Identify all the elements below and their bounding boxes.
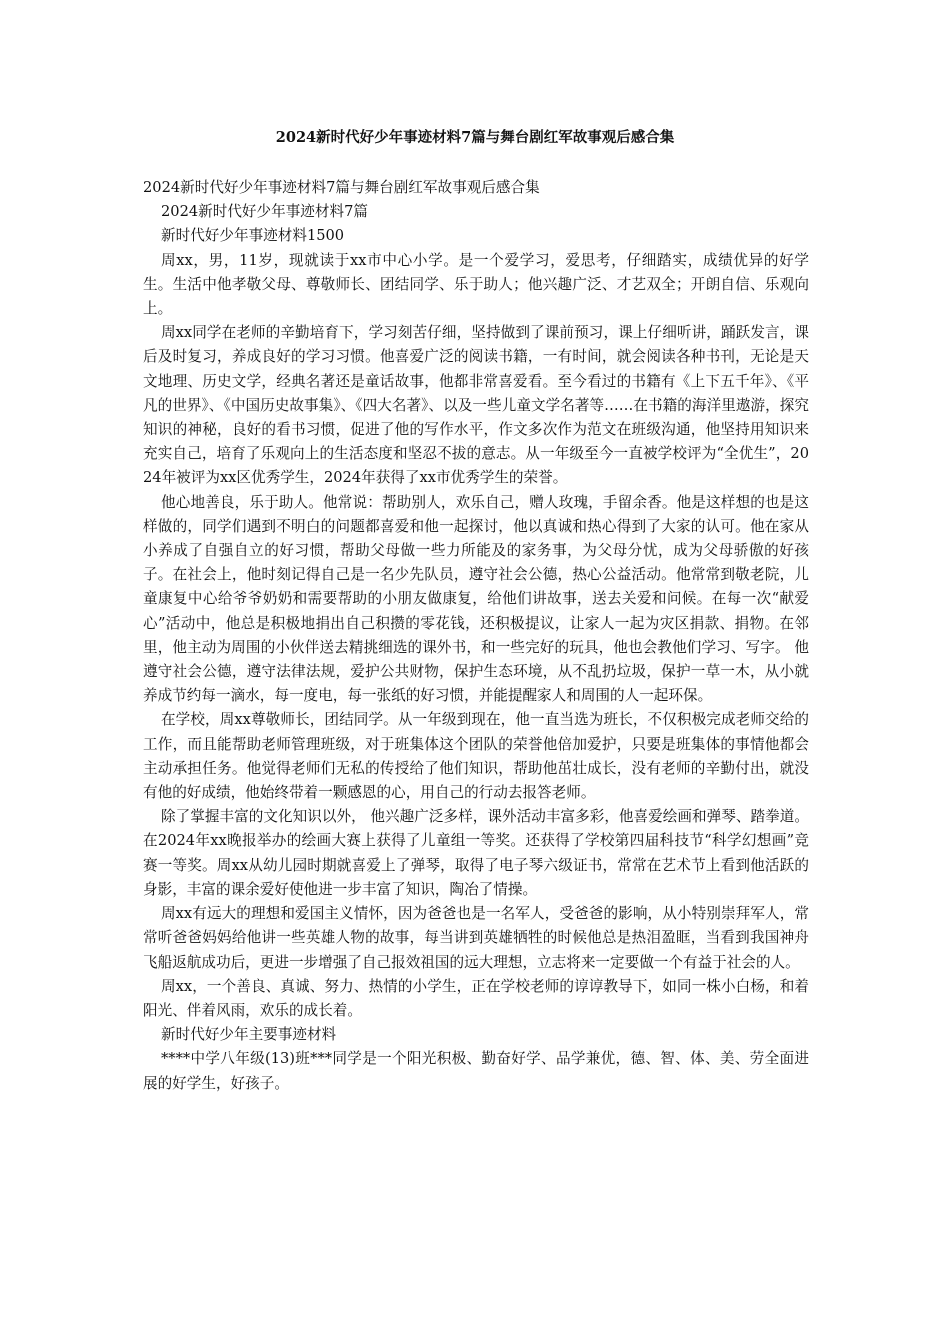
paragraph-5: 除了掌握丰富的文化知识以外， 他兴趣广泛多样，课外活动丰富多彩，他喜爱绘画和弹琴、踏拳道。在2024年xx晚报举办的绘画大赛上获得了儿童组一等奖。还获得了学校第四届科技节“科学幻想画”竞赛一等奖。周xx从幼儿园时期就喜爱上了弹琴，取得了电子琴六级证书，常常在艺术节上看到他活跃的身影，丰富的课余爱好使他进一步丰富了知识，陶冶了情操。 xyxy=(143,808,809,898)
collection-title-line: 2024新时代好少年事迹材料7篇与舞台剧红军故事观后感合集 xyxy=(143,179,540,196)
document-title: 2024新时代好少年事迹材料7篇与舞台剧红军故事观后感合集 xyxy=(275,129,675,146)
section-title-line: 新时代好少年事迹材料1500 xyxy=(161,227,345,245)
paragraph-4: 在学校，周xx尊敬师长，团结同学。从一年级到现在，他一直当选为班长，不仅积极完成老师交给的工作，而且能帮助老师管理班级，对于班集体这个团队的荣誉他倍加爱护，只要是班集体的事情他都会主动承担任务。他觉得老师们无私的传授给了他们知识，帮助他茁壮成长，没有老师的辛勤付出，就没有他的好成绩，他始终带着一颗感恩的心，用自己的行动去报答老师。 xyxy=(143,711,809,802)
paragraph-1: 周xx，男，11岁，现就读于xx市中心小学。是一个爱学习，爱思考，仔细踏实，成绩优异的好学生。生活中他孝敬父母、尊敬师长、团结同学、乐于助人；他兴趣广泛、才艺双全；开朗自信、乐观向上。 xyxy=(143,251,809,318)
document-body xyxy=(143,176,809,1096)
paragraph-final: ****中学八年级(13)班***同学是一个阳光积极、勤奋好学、品学兼优，德、智、体、美、劳全面进展的好学生，好孩子。 xyxy=(143,1050,809,1092)
paragraph-2: 周xx同学在老师的辛勤培育下，学习刻苦仔细，坚持做到了课前预习，课上仔细听讲，踊跃发言，课后及时复习，养成良好的学习习惯。他喜爱广泛的阅读书籍，一有时间，就会阅读各种书刊，无论是天文地理、历史文学，经典名著还是童话故事，他都非常喜爱看。至今看过的书籍有《上下五千年》、《平凡的世界》、《中国历史故事集》、《四大名著》、以及一些儿童文学名著等……在书籍的海洋里遨游，探究知识的神秘，良好的看书习惯，促进了他的写作水平，作文多次作为范文在班级沟通，他坚持用知识来充实自己，培育了乐观向上的生活态度和坚忍不拔的意志。从一年级至今一直被学校评为“全优生”，2024年被评为xx区优秀学生，2024年获得了xx市优秀学生的荣誉。 xyxy=(143,324,809,487)
paragraph-3: 他心地善良，乐于助人。他常说：帮助别人，欢乐自己，赠人玫瑰，手留余香。他是这样想的也是这样做的，同学们遇到不明白的问题都喜爱和他一起探讨，他以真诚和热心得到了大家的认可。他在家从小养成了自强自立的好习惯，帮助父母做一些力所能及的家务事，为父母分忧，成为父母骄傲的好孩子。在社会上，他时刻记得自己是一名少先队员，遵守社会公德，热心公益活动。他常常到敬老院，儿童康复中心给爷爷奶奶和需要帮助的小朋友做康复，给他们讲故事，送去关爱和问候。在每一次“献爱心”活动中，他总是积极地捐出自己积攒的零花钱，还积极提议，让家人一起为灾区捐款、捐物。在邻里，他主动为周围的小伙伴送去精挑细选的课外书，和一些完好的玩具，他也会教他们学习、写字。 他遵守社会公德，遵守法律法规，爱护公共财物，保护生态环境，从不乱扔垃圾，保护一草一木，从小就养成节约每一滴水，每一度电，每一张纸的好习惯，并能提醒家人和周围的人一起环保。 xyxy=(143,493,809,705)
subtitle-line: 2024新时代好少年事迹材料7篇 xyxy=(161,203,368,221)
paragraph-7: 周xx，一个善良、真诚、努力、热情的小学生，正在学校老师的谆谆教导下，如同一株小白杨，和着阳光、伴着风雨，欢乐的成长着。 xyxy=(143,977,809,1019)
paragraph-6: 周xx有远大的理想和爱国主义情怀，因为爸爸也是一名军人，受爸爸的影响，从小特别崇拜军人，常常听爸爸妈妈给他讲一些英雄人物的故事，每当讲到英雄牺牲的时候他总是热泪盈眶，当看到我国神舟飞船返航成功后，更进一步增强了自己报效祖国的远大理想，立志将来一定要做一个有益于社会的人。 xyxy=(143,905,809,971)
section-heading: 新时代好少年主要事迹材料 xyxy=(161,1026,337,1044)
